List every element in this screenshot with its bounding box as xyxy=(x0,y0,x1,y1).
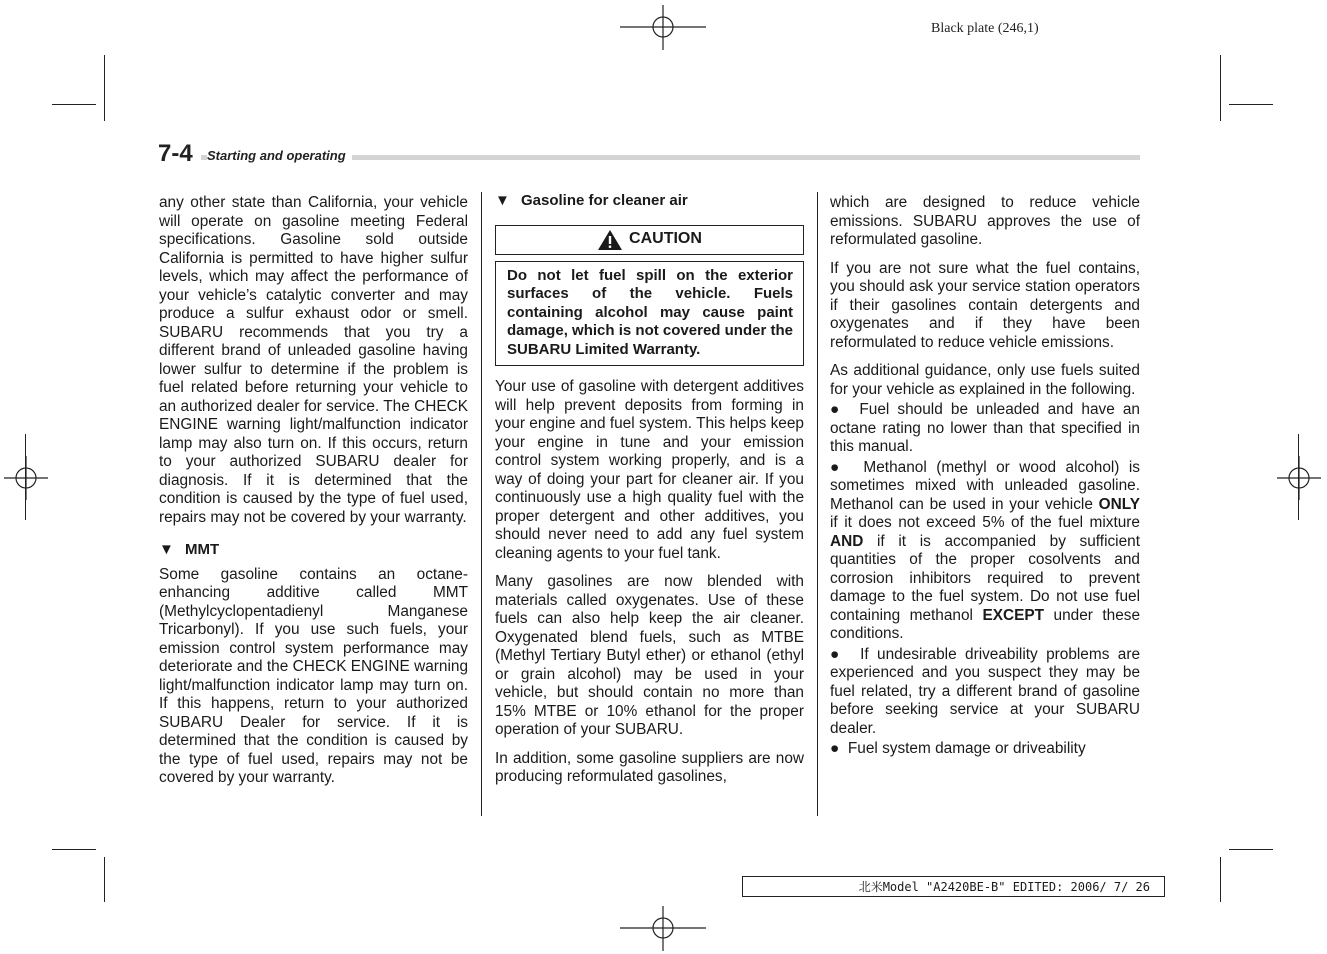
page-number: 7-4 xyxy=(158,140,201,168)
down-triangle-icon: ▼ xyxy=(159,541,174,558)
paragraph: If you are not sure what the fuel contains, you should ask your service station operators if their gasolines contain detergents and oxygenates and if they have been reformulated to reduce vehicle emissions. xyxy=(830,259,1140,351)
gasoline-heading: ▼ Gasoline for cleaner air xyxy=(495,192,688,209)
caution-text: Do not let fuel spill on the exterior surfaces of the vehicle. Fuels containing alcohol may cause paint damage, which is not covered under the SUBARU Limited Warranty. xyxy=(495,261,804,367)
bullet-item: ● Methanol (methyl or wood alcohol) is sometimes mixed with unleaded gasoline. Methanol can be used in your vehicle ONLY if it does not exceed 5% of the fuel mixture AND if it is accompanied by sufficient quantities of the proper cosolvents and corrosion inhibitors required to prevent damage to the fuel system. Do not use fuel containing methanol EXCEPT under these conditions. xyxy=(830,458,1141,642)
column-divider-2 xyxy=(817,192,818,816)
paragraph: any other state than California, your vehicle will operate on gasoline meeting Federal specifications. Gasoline sold outside California is permitted to have higher sulfur levels, which may affect the performance of your vehicle’s catalytic converter and may produce a sulfur exhaust odor or smell. SUBARU recommends that you try a different brand of unleaded gasoline having lower sulfur to determine if the problem is fuel related before returning your vehicle to an authorized dealer for service. The CHECK ENGINE warning light/malfunction indicator lamp may also turn on. If this occurs, return to your authorized SUBARU dealer for diagnosis. If it is determined that the condition is caused by the type of fuel used, repairs may not be covered by your warranty. xyxy=(159,194,468,526)
paragraph: Many gasolines are now blended with materials called oxygenates. Use of these fuels can also help keep the air cleaner. Oxygenated blend fuels, such as MTBE (Methyl Tertiary Butyl ether) or ethanol (ethyl or grain alcohol) may be used in your vehicle, but should contain no more than 15% MTBE or 10% ethanol for the proper operation of your SUBARU. xyxy=(495,573,804,739)
registration-target-left xyxy=(4,456,48,500)
bullet-item: ● Fuel should be unleaded and have an octane rating no lower than that specified in this manual. xyxy=(830,401,1140,455)
column-divider-1 xyxy=(481,192,482,816)
registration-target-bottom xyxy=(618,906,708,951)
paragraph: In addition, some gasoline suppliers are now producing reformulated gasolines, xyxy=(495,749,804,786)
section-title: Starting and operating xyxy=(207,148,352,163)
column-1 xyxy=(159,194,468,798)
plate-label: Black plate (246,1) xyxy=(931,21,1039,36)
warning-icon xyxy=(597,229,623,251)
mmt-heading: ▼ MMT xyxy=(159,541,220,558)
paragraph: As additional guidance, only use fuels suited for your vehicle as explained in the following. xyxy=(830,362,1140,398)
footer-edit-stamp: 北米Model "A2420BE-B" EDITED: 2006/ 7/ 26 xyxy=(742,876,1165,897)
registration-target-right xyxy=(1277,456,1321,500)
bullet-item: ● Fuel system damage or driveability xyxy=(830,740,1086,757)
down-triangle-icon: ▼ xyxy=(495,192,510,209)
column-2 xyxy=(495,192,804,797)
paragraph: Your use of gasoline with detergent additives will help prevent deposits from forming in your engine and fuel system. This helps keep your engine in tune and your emission control system working properly, and is a way of doing your part for cleaner air. If you continuously use a high quality fuel with the proper detergent and other additives, you should never need to add any fuel system cleaning agents to your fuel tank. xyxy=(495,378,804,562)
bullet-item: ● If undesirable driveability problems are experienced and you suspect they may be fuel related, try a different brand of gasoline before seeking service at your SUBARU dealer. xyxy=(830,645,1140,737)
registration-target-top xyxy=(618,5,708,50)
paragraph: Some gasoline contains an octane-enhancing additive called MMT (Methylcyclopentadienyl Manganese Tricarbonyl). If you use such fuels, your emission control system performance may deteriorate and the CHECK ENGINE warning light/malfunction indicator lamp may turn on. If this happens, return to your authorized SUBARU Dealer for service. If it is determined that the condition is caused by the type of fuel used, repairs may not be covered by your warranty. xyxy=(159,565,468,786)
column-3 xyxy=(830,194,1140,761)
paragraph: which are designed to reduce vehicle emissions. SUBARU approves the use of reformulated gasoline. xyxy=(830,194,1140,248)
caution-header: CAUTION xyxy=(495,225,804,255)
